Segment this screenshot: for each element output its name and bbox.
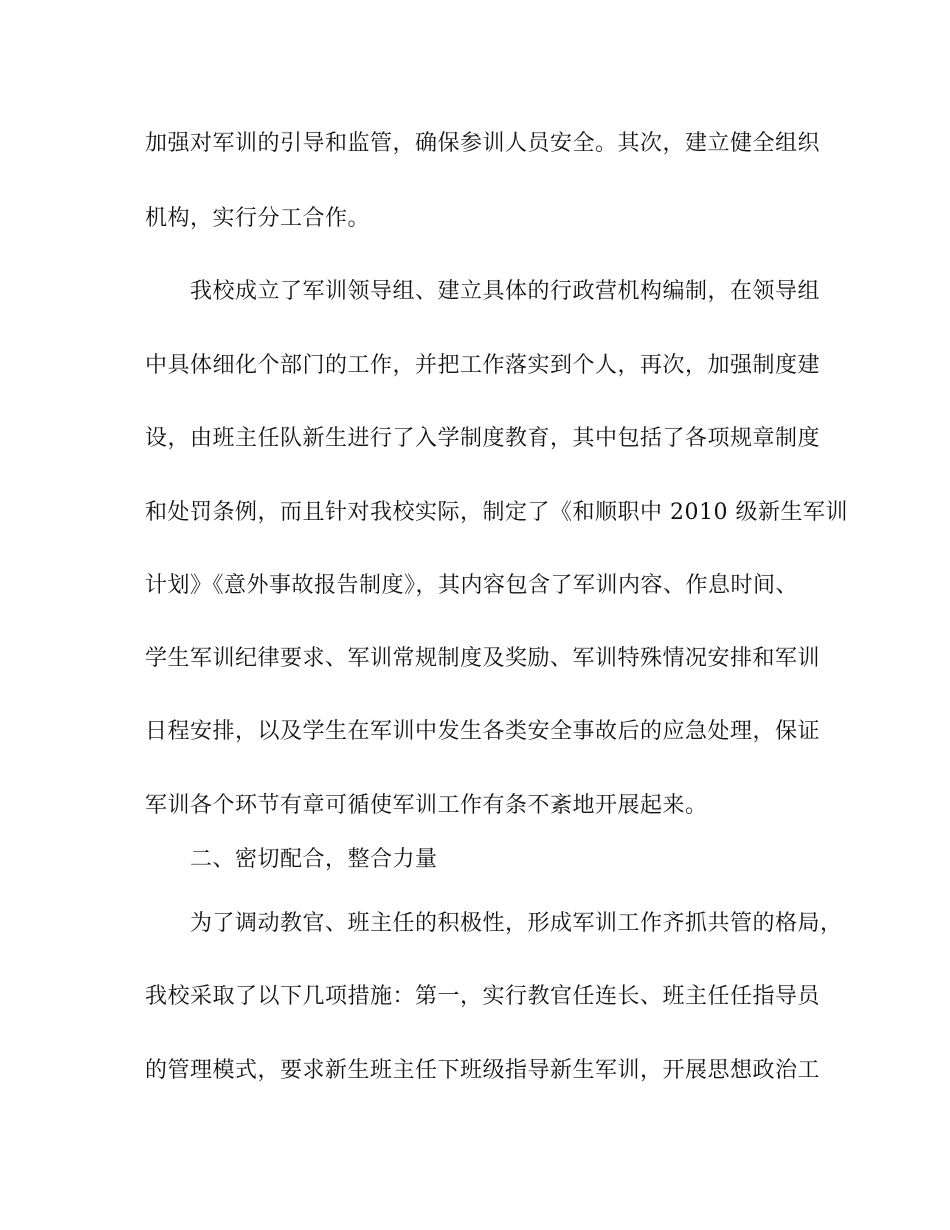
paragraph-line: 军训各个环节有章可循使军训工作有条不紊地开展起来。 xyxy=(145,793,708,818)
paragraph-line: 和处罚条例，而且针对我校实际，制定了《和顺职中 2010 级新生军训 xyxy=(145,500,848,525)
paragraph-line: 学生军训纪律要求、军训常规制度及奖励、军训特殊情况安排和军训 xyxy=(145,646,821,671)
paragraph-line: 加强对军训的引导和监管，确保参训人员安全。其次，建立健全组织 xyxy=(145,131,821,156)
paragraph-line: 我校采取了以下几项措施：第一，实行教官任连长、班主任任指导员 xyxy=(145,984,821,1009)
paragraph-line: 计划》《意外事故报告制度》，其内容包含了军训内容、作息时间、 xyxy=(145,573,799,598)
paragraph-first-line: 为了调动教官、班主任的积极性，形成军训工作齐抓共管的格局， xyxy=(190,911,843,936)
paragraph-line: 机构，实行分工合作。 xyxy=(145,206,371,231)
paragraph-line: 中具体细化个部门的工作，并把工作落实到个人，再次，加强制度建 xyxy=(145,353,821,378)
section-heading: 二、密切配合，整合力量 xyxy=(190,847,438,872)
paragraph-line: 日程安排，以及学生在军训中发生各类安全事故后的应急处理，保证 xyxy=(145,719,821,744)
paragraph-line: 的管理模式，要求新生班主任下班级指导新生军训，开展思想政治工 xyxy=(145,1058,821,1083)
paragraph-first-line: 我校成立了军训领导组、建立具体的行政营机构编制，在领导组 xyxy=(190,279,821,304)
paragraph-line: 设，由班主任队新生进行了入学制度教育，其中包括了各项规章制度 xyxy=(145,426,821,451)
